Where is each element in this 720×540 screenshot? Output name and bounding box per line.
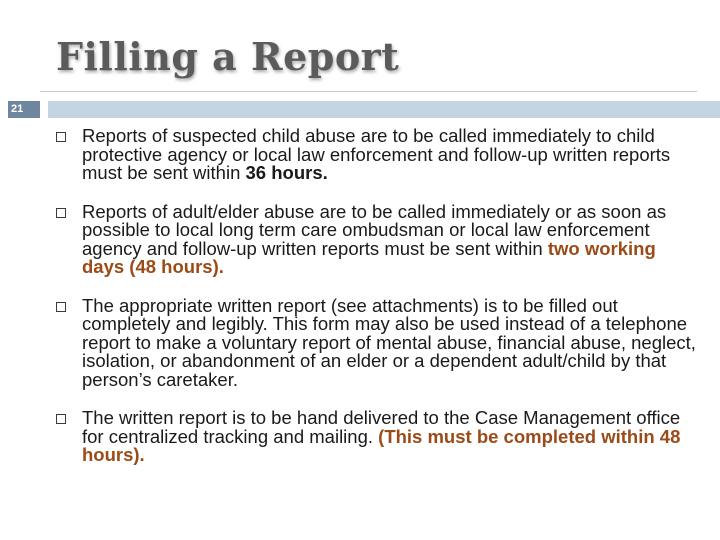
square-bullet-icon [56, 208, 66, 218]
bullet-item [56, 409, 696, 465]
bullet-text [82, 407, 680, 465]
square-bullet-icon [56, 302, 66, 312]
bullet-list [56, 127, 696, 485]
bullet-text-run: Reports of suspected child abuse are to be called immediately to child protective agency or local law enforcement and follow-up written reports must be sent within [82, 125, 671, 183]
slide-number-badge: 21 [8, 101, 40, 118]
bullet-emphasis: two working days (48 hours). [82, 237, 656, 277]
bullet-emphasis: (This must be completed within 48 hours). [82, 425, 681, 465]
square-bullet-icon [56, 132, 66, 142]
bullet-text-run: The appropriate written report (see attachments) is to be filled out completely and legibly. This form may also be used instead of a telephone report to make a voluntary report of mental abuse, financial abuse, neglect, isolation, or abandonment of an elder or a dependent adult/child by that person’s caretaker. [82, 294, 696, 390]
bullet-emphasis: 36 hours. [245, 162, 328, 183]
bullet-item [56, 294, 696, 390]
title-divider [40, 91, 697, 92]
square-bullet-icon [56, 414, 66, 424]
bullet-text [82, 201, 666, 278]
header-band [48, 101, 720, 118]
bullet-item [56, 127, 696, 183]
slide-title: Filling a Report [56, 34, 400, 79]
bullet-text [82, 125, 670, 183]
bullet-text [82, 295, 696, 390]
bullet-text-run: Reports of adult/elder abuse are to be called immediately or as soon as possible to local long term care ombudsman or local law enforcement agency and follow-up written reports must be sent within [82, 200, 667, 259]
bullet-text-run: The written report is to be hand delivered to the Case Management office for centralized tracking and mailing. [82, 407, 681, 447]
bullet-item [56, 200, 696, 277]
